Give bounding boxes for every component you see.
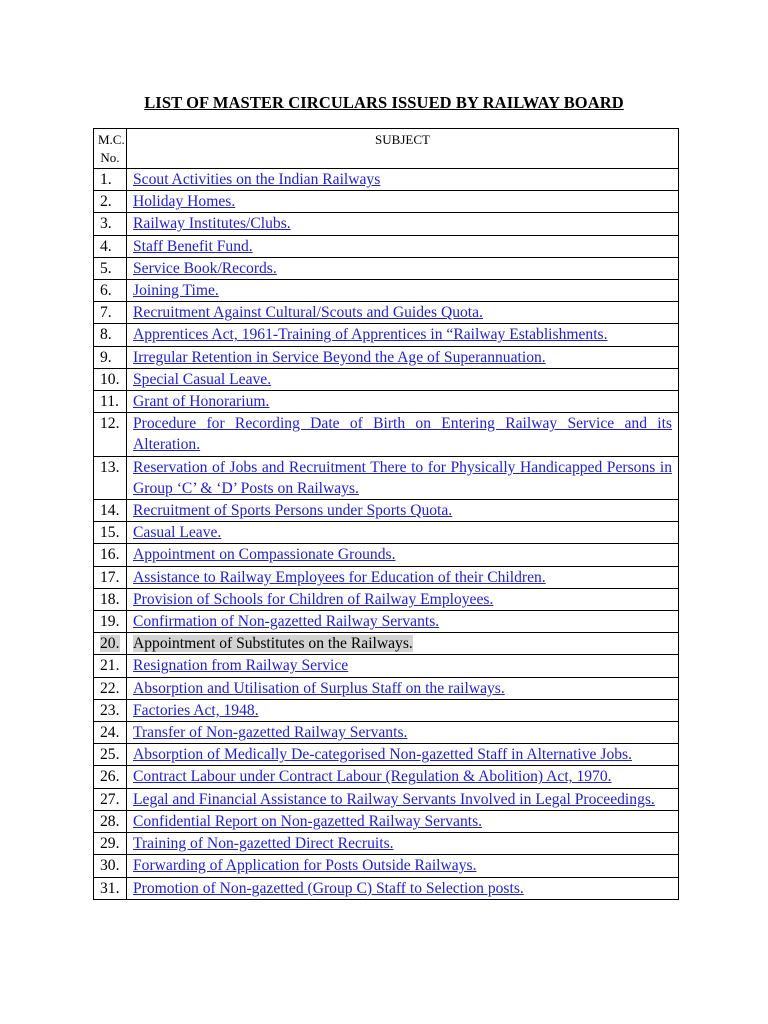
subject-cell [127, 368, 679, 390]
subject-cell [127, 235, 679, 257]
table-row [94, 588, 679, 610]
table-row [94, 391, 679, 413]
subject-cell [127, 611, 679, 633]
circular-link[interactable]: Appointment on Compassionate Grounds. [133, 546, 396, 564]
mc-number: 17. [94, 566, 127, 588]
table-row [94, 766, 679, 788]
mc-number: 3. [94, 213, 127, 235]
table-row [94, 655, 679, 677]
mc-number: 2. [94, 191, 127, 213]
subject-cell [127, 788, 679, 810]
mc-number: 16. [94, 544, 127, 566]
subject-cell [127, 280, 679, 302]
mc-number: 14. [94, 500, 127, 522]
subject-cell [127, 655, 679, 677]
subject-cell [127, 833, 679, 855]
circular-link[interactable]: Recruitment Against Cultural/Scouts and Guides Quota. [133, 304, 483, 322]
subject-cell [127, 413, 679, 456]
mc-number: 7. [94, 302, 127, 324]
circular-link[interactable]: Staff Benefit Fund. [133, 237, 253, 255]
circular-link[interactable]: Resignation from Railway Service [133, 657, 349, 675]
table-row [94, 169, 679, 191]
mc-number: 29. [94, 833, 127, 855]
table-row [94, 235, 679, 257]
mc-number: 27. [94, 788, 127, 810]
table-row [94, 302, 679, 324]
circular-link[interactable]: Legal and Financial Assistance to Railway Servants Involved in Legal Proceedings. [133, 790, 655, 808]
subject-cell [127, 588, 679, 610]
mc-number: 9. [94, 346, 127, 368]
master-circulars-table [93, 128, 679, 900]
mc-no-header-line2: No. [100, 149, 120, 165]
table-row [94, 566, 679, 588]
table-row [94, 257, 679, 279]
table-row [94, 744, 679, 766]
mc-number: 6. [94, 280, 127, 302]
mc-number: 23. [94, 699, 127, 721]
circular-link[interactable]: Casual Leave. [133, 524, 222, 542]
circular-link[interactable]: Service Book/Records. [133, 259, 277, 277]
table-row [94, 522, 679, 544]
subject-header: SUBJECT [127, 129, 679, 169]
mc-number: 24. [94, 722, 127, 744]
mc-number: 18. [94, 588, 127, 610]
table-row [94, 677, 679, 699]
table-row [94, 810, 679, 832]
circular-link[interactable]: Confirmation of Non-gazetted Railway Servants. [133, 613, 440, 631]
circular-link[interactable]: Special Casual Leave. [133, 370, 272, 388]
subject-cell [127, 544, 679, 566]
mc-number: 13. [94, 456, 127, 499]
subject-cell [127, 456, 679, 499]
subject-cell [127, 257, 679, 279]
circular-link[interactable]: Irregular Retention in Service Beyond the Age of Superannuation. [133, 348, 546, 366]
table-row [94, 611, 679, 633]
circular-link[interactable]: Assistance to Railway Employees for Education of their Children. [133, 568, 546, 586]
mc-no-header [94, 129, 127, 169]
circular-link[interactable]: Confidential Report on Non-gazetted Railway Servants. [133, 812, 483, 830]
mc-number: 19. [94, 611, 127, 633]
table-row [94, 699, 679, 721]
circular-link[interactable]: Procedure for Recording Date of Birth on Entering Railway Service and its Alteration. [133, 415, 672, 454]
mc-number: 21. [94, 655, 127, 677]
table-row [94, 213, 679, 235]
circular-link[interactable]: Scout Activities on the Indian Railways [133, 171, 381, 188]
mc-number: 11. [94, 391, 127, 413]
subject-text: Appointment of Substitutes on the Railways. [133, 635, 413, 653]
subject-cell [127, 855, 679, 877]
mc-number: 12. [94, 413, 127, 456]
mc-number: 10. [94, 368, 127, 390]
subject-cell [127, 324, 679, 346]
mc-number: 28. [94, 810, 127, 832]
circular-link[interactable]: Joining Time. [133, 282, 219, 300]
circular-link[interactable]: Grant of Honorarium. [133, 393, 270, 411]
table-row [94, 346, 679, 368]
circular-link[interactable]: Contract Labour under Contract Labour (Regulation & Abolition) Act, 1970. [133, 768, 612, 786]
mc-number: 15. [94, 522, 127, 544]
subject-cell [127, 677, 679, 699]
mc-no-header-line1: M.C. [98, 132, 125, 147]
mc-number: 8. [94, 324, 127, 346]
circular-link[interactable]: Provision of Schools for Children of Railway Employees. [133, 590, 494, 608]
mc-number-highlight: 20. [100, 635, 120, 653]
subject-cell [127, 722, 679, 744]
table-row [94, 855, 679, 877]
circular-link[interactable]: Promotion of Non-gazetted (Group C) Staff to Selection posts. [133, 879, 524, 897]
circular-link[interactable]: Transfer of Non-gazetted Railway Servants. [133, 724, 408, 742]
circular-link[interactable]: Factories Act, 1948. [133, 701, 259, 719]
table-row [94, 324, 679, 346]
circular-link[interactable]: Forwarding of Application for Posts Outside Railways. [133, 857, 477, 875]
subject-cell [127, 302, 679, 324]
subject-cell [127, 566, 679, 588]
table-row [94, 544, 679, 566]
table-row [94, 368, 679, 390]
table-row [94, 722, 679, 744]
subject-cell [127, 191, 679, 213]
subject-cell [127, 213, 679, 235]
circular-link[interactable]: Apprentices Act, 1961-Training of Apprentices in “Railway Establishments. [133, 326, 608, 344]
circular-link[interactable]: Reservation of Jobs and Recruitment There to for Physically Handicapped Persons in Group ‘C’ & ‘D’ Posts on Railways. [133, 458, 672, 497]
table-row [94, 833, 679, 855]
table-header-row [94, 129, 679, 169]
mc-number: 4. [94, 235, 127, 257]
mc-number: 25. [94, 744, 127, 766]
circular-link[interactable]: Railway Institutes/Clubs. [133, 215, 291, 233]
table-row [94, 633, 679, 655]
table-row [94, 413, 679, 456]
subject-cell [127, 391, 679, 413]
mc-number: 1. [94, 169, 127, 191]
subject-cell [127, 346, 679, 368]
table-body [94, 169, 679, 900]
mc-number: 26. [94, 766, 127, 788]
circular-link[interactable]: Absorption and Utilisation of Surplus Staff on the railways. [133, 679, 505, 697]
table-row [94, 500, 679, 522]
subject-cell [127, 500, 679, 522]
page-title: LIST OF MASTER CIRCULARS ISSUED BY RAILWAY BOARD [144, 93, 624, 112]
subject-cell [127, 744, 679, 766]
subject-cell [127, 766, 679, 788]
subject-cell [127, 699, 679, 721]
subject-cell [127, 522, 679, 544]
mc-number: 5. [94, 257, 127, 279]
circular-link[interactable]: Training of Non-gazetted Direct Recruits. [133, 835, 394, 853]
mc-number: 31. [94, 877, 127, 899]
circular-link[interactable]: Holiday Homes. [133, 193, 236, 211]
mc-number: 22. [94, 677, 127, 699]
subject-cell [127, 810, 679, 832]
table-row [94, 280, 679, 302]
table-row [94, 788, 679, 810]
subject-cell [127, 633, 679, 655]
table-row [94, 191, 679, 213]
subject-cell [127, 169, 679, 191]
table-row [94, 456, 679, 499]
subject-cell [127, 877, 679, 899]
mc-number: 30. [94, 855, 127, 877]
circular-link[interactable]: Recruitment of Sports Persons under Sports Quota. [133, 502, 453, 520]
mc-number [94, 633, 127, 655]
circular-link[interactable]: Absorption of Medically De-categorised Non-gazetted Staff in Alternative Jobs. [133, 746, 633, 764]
table-row [94, 877, 679, 899]
